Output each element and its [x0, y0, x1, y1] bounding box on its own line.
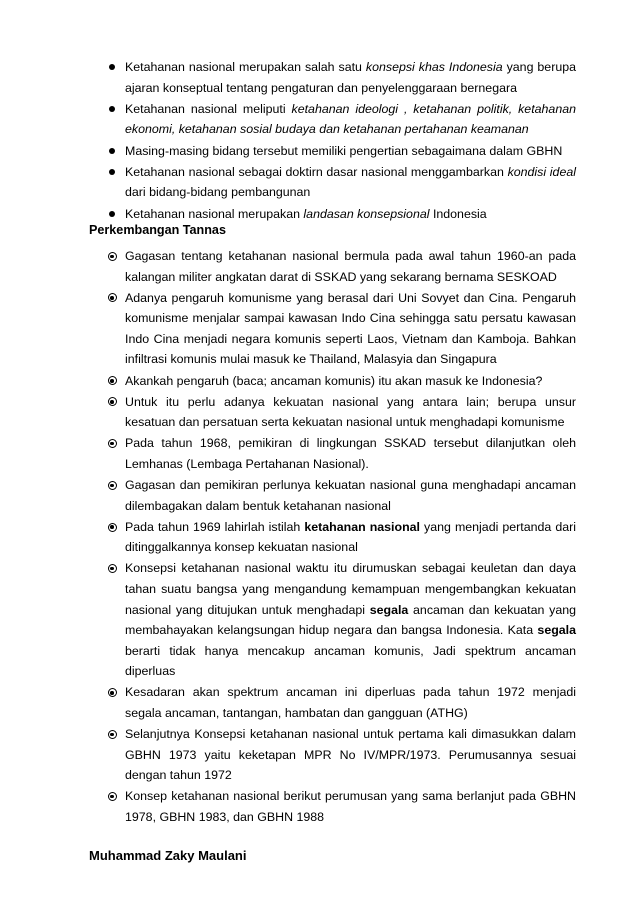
intro-bullet-item [0, 162, 576, 203]
text-segment: ketahanan ideologi , ketahanan politik, ketahanan ekonomi, ketahanan sosial budaya dan ketahanan pertahanan keamanan [125, 101, 576, 137]
bullet-dot-icon [106, 141, 118, 162]
text-segment: landasan konsepsional [303, 206, 430, 221]
text-segment: Adanya pengaruh komunisme yang berasal dari Uni Sovyet dan Cina. Pengaruh komunisme menjalar sampai kawasan Indo Cina sehingga satu persatu kawasan Indo Cina menjadi negara komunis seperti Laos, Vietnam dan Kamboja. Bahkan infiltrasi komunis mulai masuk ke Thailand, Malasyia dan Singapura [125, 290, 576, 367]
circle-bullet-icon [106, 371, 118, 392]
text-segment: Akankah pengaruh (baca; ancaman komunis) itu akan masuk ke Indonesia? [125, 373, 543, 388]
circle-bullet-icon [106, 475, 118, 496]
intro-bullet-item [0, 99, 576, 140]
text-segment: Untuk itu perlu adanya kekuatan nasional yang antara lain; berupa unsur kesatuan dan persatuan serta kekuatan nasional untuk menghadapi komunisme [125, 394, 576, 430]
circle-bullet-icon [106, 517, 118, 538]
text-segment: Pada tahun 1968, pemikiran di lingkungan SSKAD tersebut dilanjutkan oleh Lemhanas (Lembaga Pertahanan Nasional). [125, 436, 576, 471]
circle-bullet-icon [106, 288, 118, 309]
text-segment: Ketahanan nasional merupakan salah satu [125, 60, 366, 74]
section-bullet-item [0, 786, 576, 827]
text-segment: Konsep ketahanan nasional berikut perumusan yang sama berlanjut pada GBHN 1978, GBHN 1983, dan GBHN 1988 [125, 789, 576, 825]
text-segment: segala [369, 602, 409, 617]
section-bullet-item [0, 392, 576, 433]
circle-bullet-icon [106, 786, 118, 807]
text-segment: Pada tahun 1969 lahirlah istilah [125, 519, 305, 534]
intro-bullet-item [0, 57, 576, 98]
text-segment: Ketahanan nasional meliputi [125, 101, 292, 116]
intro-bullet-item [0, 204, 576, 225]
text-segment: Gagasan dan pemikiran perlunya kekuatan nasional guna menghadapi ancaman dilembagakan dalam bentuk ketahanan nasional [125, 478, 576, 513]
text-segment: yang berupa ajaran konseptual tentang pengaturan dan penyelenggaraan bernegara [125, 60, 576, 95]
section-title: Perkembangan Tannas [89, 223, 226, 237]
section-bullet-list [0, 246, 638, 828]
text-segment: Gagasan tentang ketahanan nasional bermula pada awal tahun 1960-an pada kalangan militer angkatan darat di SSKAD yang sekarang bernama SESKOAD [125, 249, 576, 284]
text-segment: segala [537, 623, 576, 638]
section-bullet-item [0, 433, 576, 474]
text-segment: Kesadaran akan spektrum ancaman ini diperluas pada tahun 1972 menjadi segala ancaman, tantangan, hambatan dan gangguan (ATHG) [125, 685, 576, 721]
bullet-dot-icon [106, 99, 118, 120]
circle-bullet-icon [106, 392, 118, 413]
text-segment: Ketahanan nasional sebagai doktirn dasar nasional menggambarkan [125, 164, 508, 179]
bullet-dot-icon [106, 162, 118, 183]
section-bullet-item [0, 288, 576, 370]
footer-author: Muhammad Zaky Maulani [89, 848, 247, 863]
section-bullet-item [0, 371, 576, 392]
circle-bullet-icon [106, 724, 118, 745]
intro-bullet-list [0, 57, 638, 225]
text-segment: dari bidang-bidang pembangunan [125, 185, 311, 200]
section-bullet-item [0, 558, 576, 682]
text-segment: ancaman dan kekuatan yang membahayakan kelangsungan hidup negara dan bangsa Indonesia. Kata [125, 602, 576, 638]
text-segment: konsepsi khas Indonesia [365, 60, 503, 74]
text-segment: Konsepsi ketahanan nasional waktu itu dirumuskan sebagai keuletan dan daya tahan suatu bangsa yang mengandung kemampuan mengembangkan kekuatan nasional yang ditujukan untuk menghadapi [125, 561, 576, 617]
text-segment: Indonesia [429, 206, 487, 221]
section-bullet-item [0, 517, 576, 558]
bullet-dot-icon [106, 57, 118, 78]
circle-bullet-icon [106, 682, 118, 703]
section-bullet-item [0, 682, 576, 723]
circle-bullet-icon [106, 433, 118, 454]
text-segment: kondisi ideal [507, 164, 576, 179]
text-segment: Ketahanan nasional merupakan [125, 206, 304, 221]
text-segment: yang menjadi pertanda dari ditinggalkannya konsep kekuatan nasional [125, 519, 577, 555]
intro-bullet-item [0, 141, 576, 162]
circle-bullet-icon [106, 246, 118, 267]
text-segment: berarti tidak hanya mencakup ancaman komunis, Jadi spektrum ancaman diperluas [125, 643, 576, 679]
section-bullet-item [0, 475, 576, 516]
text-segment: ketahanan nasional [304, 519, 420, 534]
circle-bullet-icon [106, 558, 118, 579]
section-bullet-item [0, 246, 576, 287]
text-segment: Masing-masing bidang tersebut memiliki pengertian sebagaimana dalam GBHN [125, 143, 563, 158]
section-bullet-item [0, 724, 576, 786]
text-segment: Selanjutnya Konsepsi ketahanan nasional untuk pertama kali dimasukkan dalam GBHN 1973 yaitu keketapan MPR No IV/MPR/1973. Perumusannya sesuai dengan tahun 1972 [125, 727, 576, 783]
